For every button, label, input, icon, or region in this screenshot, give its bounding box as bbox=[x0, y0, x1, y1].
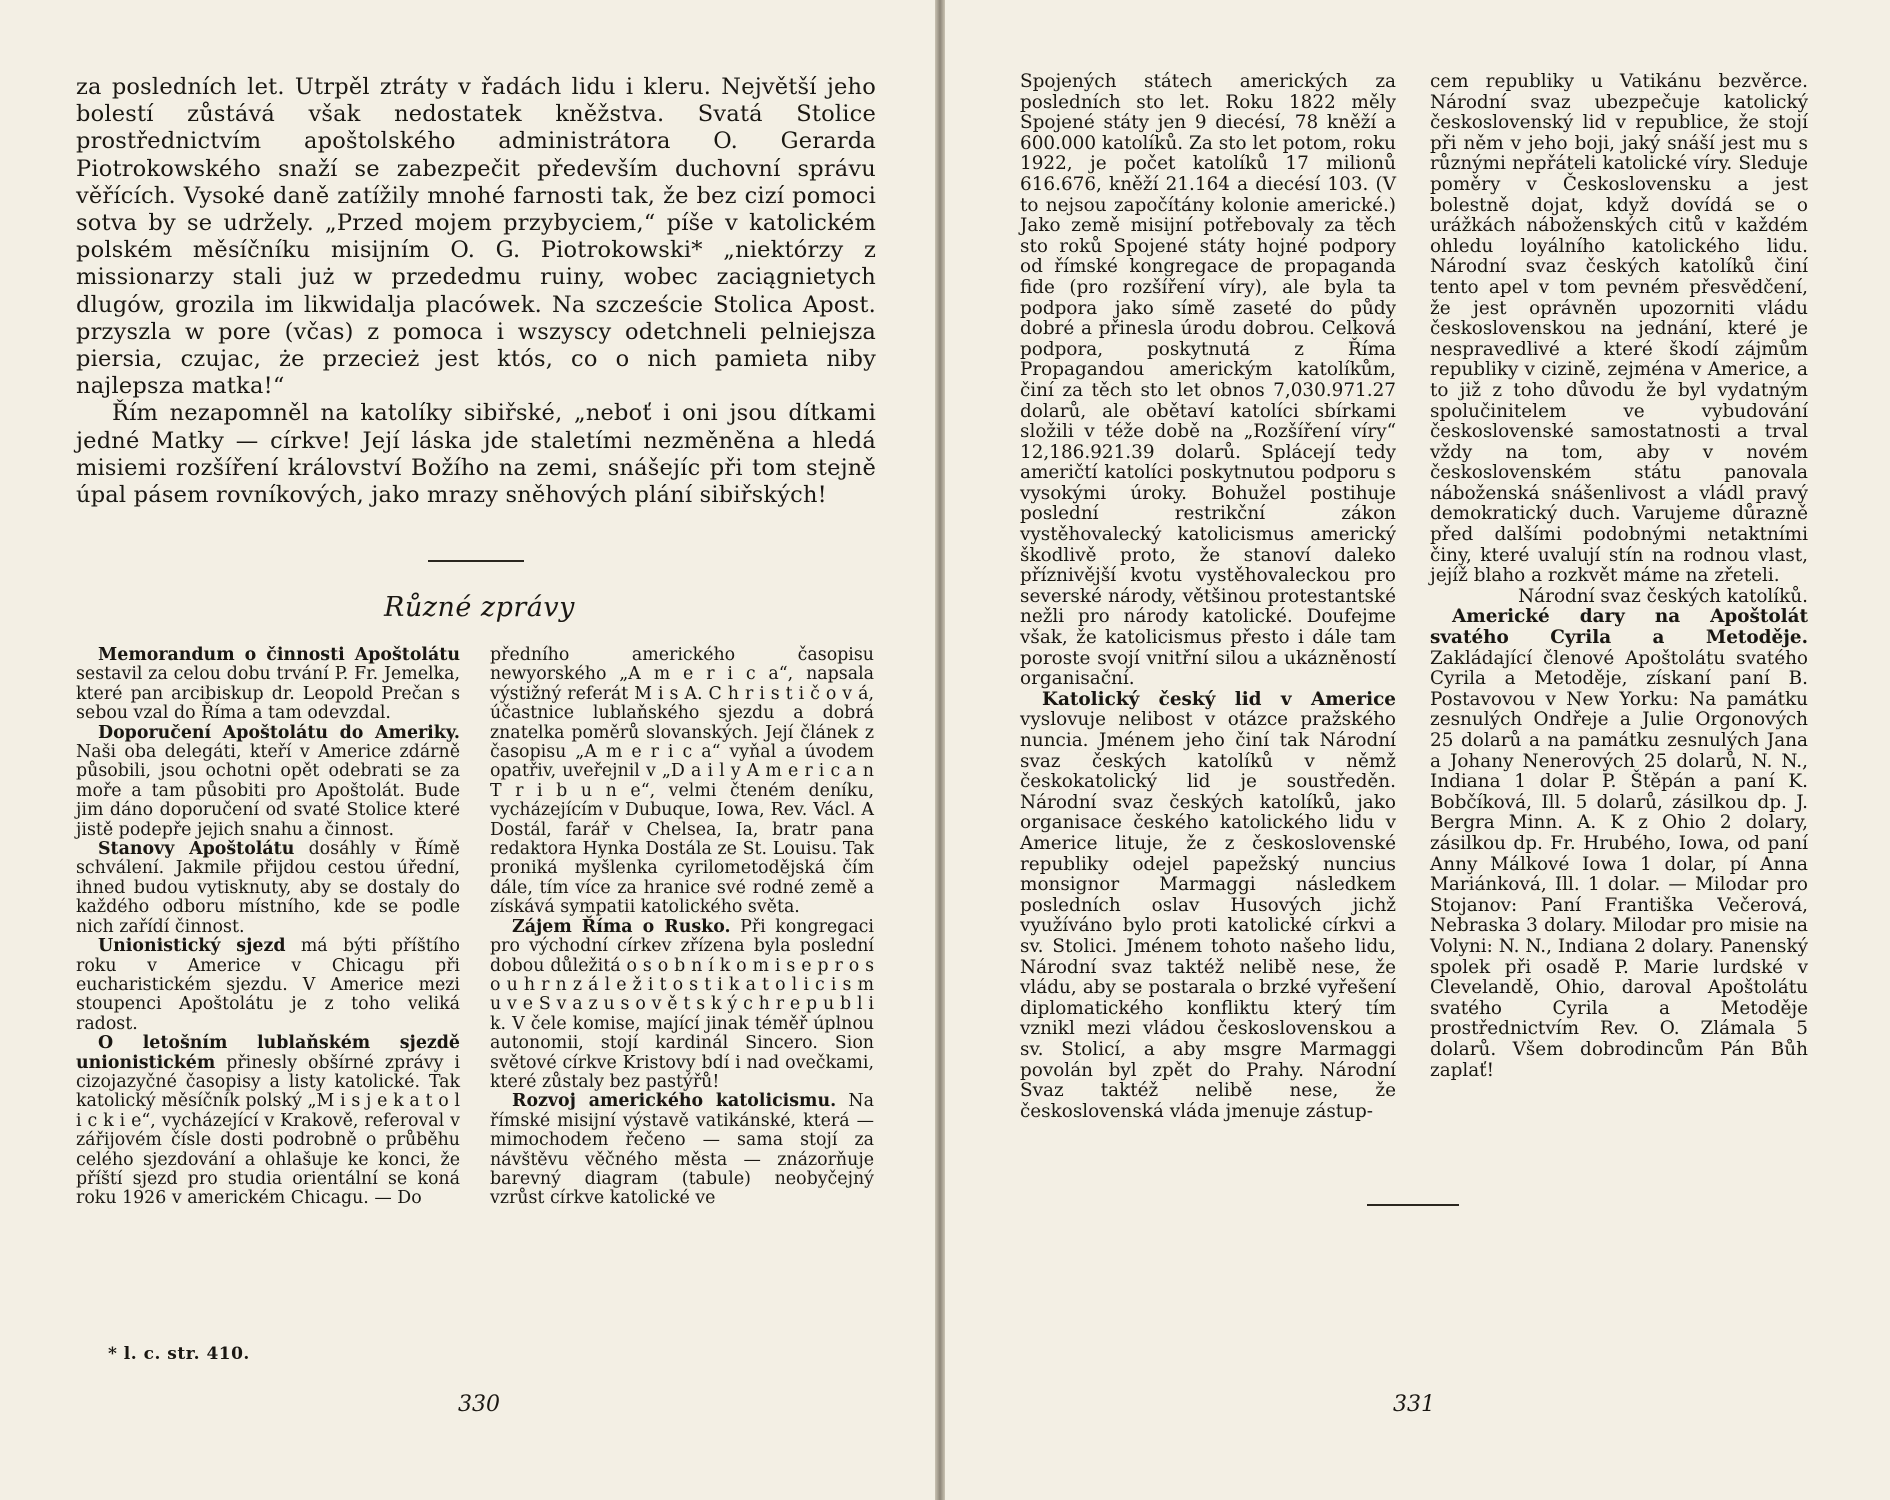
top-paragraph: Řím nezapomněl na katolíky sibiřské, „neboť i oni jsou dítkami jedné Matky — církve! Její láska jde staletími nezměněna a hledá misiemi rozšíření království Božího na zemi, snášejíc při tom stejně úpal pásem rovníkových, jako mrazy sněhových plání sibiřských! bbox=[76, 400, 876, 509]
news-item-text: Zakládající členové Apoštolátu svatého Cyrila a Metoděje, získaní paní B. Postavovou v New Yorku: Na památku zesnulých Ondřeje a Julie Orgonových 25 dolarů a na památku zesnulých Jana a Johany Nenerových 25 dolarů, N. N., Indiana 1 dolar P. Štěpán a paní K. Bobčíková, Ill. 5 dolarů, zásilkou dp. J. Bergra Minn. A. K z Ohio 2 dolary, zásilkou dp. Fr. Hrubého, Iowa, od paní Anny Málkové Iowa 1 dolar, pí Anna Mariánková, Ill. 1 dolar. — Milodar pro Stojanov: Paní Františka Večerová, Nebraska 3 dolary. Milodar pro misie na Volyni: N. N., Indiana 2 dolary. Panenský spolek při osadě P. Marie lurdské v Clevelandě, Ohio, daroval Apoštolátu svatého Cyrila a Metoděje prostřednictvím Rev. O. Zlámala 5 dolarů. Všem dobrodincům Pán Bůh zaplať! bbox=[1430, 647, 1808, 1081]
news-item bbox=[490, 918, 874, 1093]
news-item-heading: Memorandum o činnosti Apoštolátu bbox=[98, 645, 460, 665]
news-item-heading: Zájem Říma o Rusko. bbox=[512, 916, 731, 937]
news-item-text: přinesly obšírné zprávy i cizojazyčné časopisy a listy katolické. Tak katolický měsíčník polský „M i s j e k a t o l i c k i e“, vycházející v Krakově, referoval v zářijovém čísle dosti podrobně o průběhu celého sjezdování a ohlašuje ke konci, že příští sjezd pro studia orientální se koná roku 1926 v americkém Chicagu. — Do bbox=[76, 1052, 460, 1209]
news-item bbox=[76, 937, 460, 1034]
news-item-heading: O letošním lublaňském sjezdě unionistickém bbox=[76, 1033, 460, 1073]
news-item bbox=[1020, 690, 1396, 1122]
top-article-continuation bbox=[76, 74, 876, 509]
news-item-text: předního amerického časopisu newyorského „A m e r i c a“, napsala výstižný referát M i s A. C h r i s t i č o v á, účastnice lublaňského sjezdu a dobrá znatelka poměrů slovanských. Její článek z časopisu „A m e r i c a“ vyňal a úvodem opatřiv, uveřejnil v „D a i l y A m e r i c a n T r i b u n e“, velmi čteném deníku, vycházejícím v Dubuque, Iowa, Rev. Václ. A Dostál, farář v Chelsea, Ia, bratr pana redaktora Hynka Dostála ze St. Louisu. Tak proniká myšlenka cyrilometodějská čím dále, tím více za hranice své rodné země a získává sympatii katolického světa. bbox=[490, 645, 874, 918]
page-number: 331 bbox=[1393, 1392, 1435, 1417]
news-item-heading: Katolický český lid v Americe bbox=[1042, 688, 1396, 710]
news-item bbox=[490, 646, 874, 918]
book-gutter bbox=[935, 0, 945, 1500]
news-item bbox=[76, 724, 460, 840]
end-divider bbox=[1367, 1204, 1459, 1206]
news-item-text: sestavil za celou dobu trvání P. Fr. Jemelka, které pan arcibiskup dr. Leopold Prečan s sebou vzal do Říma a tam odevzdal. bbox=[76, 664, 460, 724]
news-item-heading: Stanovy Apoštolátu bbox=[98, 839, 295, 860]
news-column-3 bbox=[1020, 72, 1396, 1122]
footnote: * l. c. str. 410. bbox=[108, 1344, 250, 1364]
news-column-2 bbox=[490, 646, 874, 1209]
news-item-text: Na římské misijní výstavě vatikánské, která — mimochodem řečeno — sama stojí za návštěvu věčného města — znázorňuje barevný diagram (tabule) neobyčejný vzrůst církve katolické ve bbox=[490, 1091, 874, 1209]
news-item-text: Naši oba delegáti, kteří v Americe zdárně působili, jsou ochotni opět odebrati se za moře a tam působiti pro Apoštolát. Bude jim dáno doporučení od svaté Stolice které jistě podepře jejich snahu a činnost. bbox=[76, 742, 460, 840]
left-page bbox=[0, 0, 935, 1500]
news-column-4 bbox=[1430, 72, 1808, 1081]
right-page bbox=[945, 0, 1890, 1500]
news-item-text: Při kongregaci pro východní církev zřízena byla poslední dobou důležitá o s o b n í k o m i s e p r o s o u h r n z á l e ž i t o s t i k a t o l i c i s m u v e S v a z u s o v ě t s k ý c h r e p u b l i k. V čele komise, mající jinak téměř úplnou autonomii, stojí kardinál Sincero. Sion světové církve Kristovy bdí i nad ovečkami, které zůstaly bez pastýřů! bbox=[490, 916, 874, 1092]
page-number: 330 bbox=[458, 1392, 500, 1417]
news-item-heading: Doporučení Apoštolátu do Ameriky. bbox=[98, 722, 460, 743]
news-item bbox=[76, 646, 460, 724]
news-item bbox=[76, 1034, 460, 1209]
news-item-text: má býti příštího roku v Americe v Chicagu při eucharistickém sjezdu. V Americe mezi stoupenci Apoštolátu je z toho veliká radost. bbox=[76, 936, 460, 1034]
news-item-text: dosáhly v Římě schválení. Jakmile přijdou cestou úřední, ihned budou vytisknuty, aby se dostaly do každého odboru místního, kde se podle nich zařídí činnost. bbox=[76, 839, 460, 937]
section-divider bbox=[428, 560, 524, 562]
news-item bbox=[1020, 72, 1396, 690]
news-item-heading: Unionistický sjezd bbox=[98, 936, 286, 957]
news-item-text: cem republiky u Vatikánu bezvěrce. Národní svaz ubezpečuje katolický československý lid v republice, že stojí při něm v jeho boji, jaký snáší jest mu s různými nepřáteli katolické víry. Sleduje poměry v Československu a jest bolestně dojat, když dovídá se o urážkách náboženských citů v každém ohledu loyálního katolického lidu. Národní svaz českých katolíků činí tento apel v tom pevném přesvědčení, že jest oprávněn upozorniti vládu československou na jednání, které je nespravedlivé a které škodí zájmům republiky v cizině, zejména v Americe, a to již z toho důvodu že byl vydatným spolučinitelem ve vybudování československé samostatnosti a trval vždy na tom, aby v novém československém státu panovala náboženská snášenlivost a vládl pravý demokratický duch. Varujeme důrazně před dalšími podobnými netaktními činy, které uvalují stín na rodnou vlast, jejíž blaho a rozkvět máme na zřeteli. bbox=[1430, 71, 1808, 587]
news-item-heading: Americké dary na Apoštolát svatého Cyrila a Metoděje. bbox=[1430, 606, 1808, 649]
news-item-text: vyslovuje nelibost v otázce pražského nuncia. Jménem jeho činí tak Národní svaz českých katolíků v němž českokatolický lid je soustředěn. Národní svaz českých katolíků, jako organisace českého katolického lidu v Americe lituje, že z československé republiky odejel papežský nuncius monsignor Marmaggi následkem posledních oslav Husových jichž využíváno bylo proti katolické církvi a sv. Stolici. Jménem tohoto našeho lidu, Národní svaz taktéž nelibě nese, že vládu, aby se postarala o brzké vyřešení diplomatického konfliktu který tím vznikl mezi vládou československou a sv. Stolicí, a aby msgre Marmaggi povolán byl zpět do Prahy. Národní Svaz taktéž nelibě nese, že československá vláda jmenuje zástup- bbox=[1020, 709, 1396, 1122]
news-item bbox=[76, 840, 460, 937]
signature-line: Národní svaz českých katolíků. bbox=[1518, 585, 1808, 607]
news-item bbox=[1430, 72, 1808, 587]
news-item bbox=[490, 1092, 874, 1208]
news-column-1 bbox=[76, 646, 460, 1209]
news-item-text: Spojených státech amerických za posledních sto let. Roku 1822 měly Spojené státy jen 9 diecésí, 78 kněží a 600.000 katolíků. Za sto let potom, roku 1922, je počet katolíků 17 milionů 616.676, kněží 21.164 a diecésí 103. (V to nejsou započítány kolonie americké.) Jako země misijní potřebovaly za těch sto roků Spojené státy hojné podpory od římské kongregace de propaganda fide (pro rozšíření víry), ale byla ta podpora jako símě zaseté do půdy dobré a přinesla úrodu dobrou. Celková podpora, poskytnutá z Říma Propagandou americkým katolíkům, činí za těch sto let obnos 7,030.971.27 dolarů, ale obětaví katolíci sbírkami složili v téže době na „Rozšíření víry“ 12,186.921.39 dolarů. Splácejí tedy američtí katolíci poskytnutou podporu s vysokými úroky. Bohužel postihuje poslední restrikční zákon vystěhovalecký katolicismus americký škodlivě proto, že stanoví daleko příznivější kvotu vystěhovaleckou pro severské národy, většinou protestantské nežli pro národy katolické. Doufejme však, že katolicismus přesto i dále tam poroste svojí vnitřní silou a ukázněností organisační. bbox=[1020, 71, 1396, 690]
top-paragraph: za posledních let. Utrpěl ztráty v řadách lidu i kleru. Největší jeho bolestí zůstává však nedostatek kněžstva. Svatá Stolice prostřednictvím apoštolského administrátora O. Gerarda Piotrokowského snaží se zabezpečit především duchovní správu věřících. Vysoké daně zatížily mnohé farnosti tak, že bez cizí pomoci sotva by se udržely. „Przed mojem przybyciem,“ píše v katolickém polském měsíčníku misijním O. G. Piotrokowski* „niektórzy z missionarzy stali już w przededmu ruiny, wobec zaciągnietych dlugów, grozila im likwidalja placówek. Na szczeście Stolica Apost. przyszla w pore (včas) z pomoca i wszyscy odetchneli pelniejsza piersia, czujac, że przecież jest któs, co o nich pamieta niby najlepsza matka!“ bbox=[76, 74, 876, 400]
news-item bbox=[1430, 607, 1808, 1081]
news-item-heading: Rozvoj amerického katolicismu. bbox=[512, 1091, 837, 1112]
section-title: Různé zprávy bbox=[384, 592, 575, 623]
